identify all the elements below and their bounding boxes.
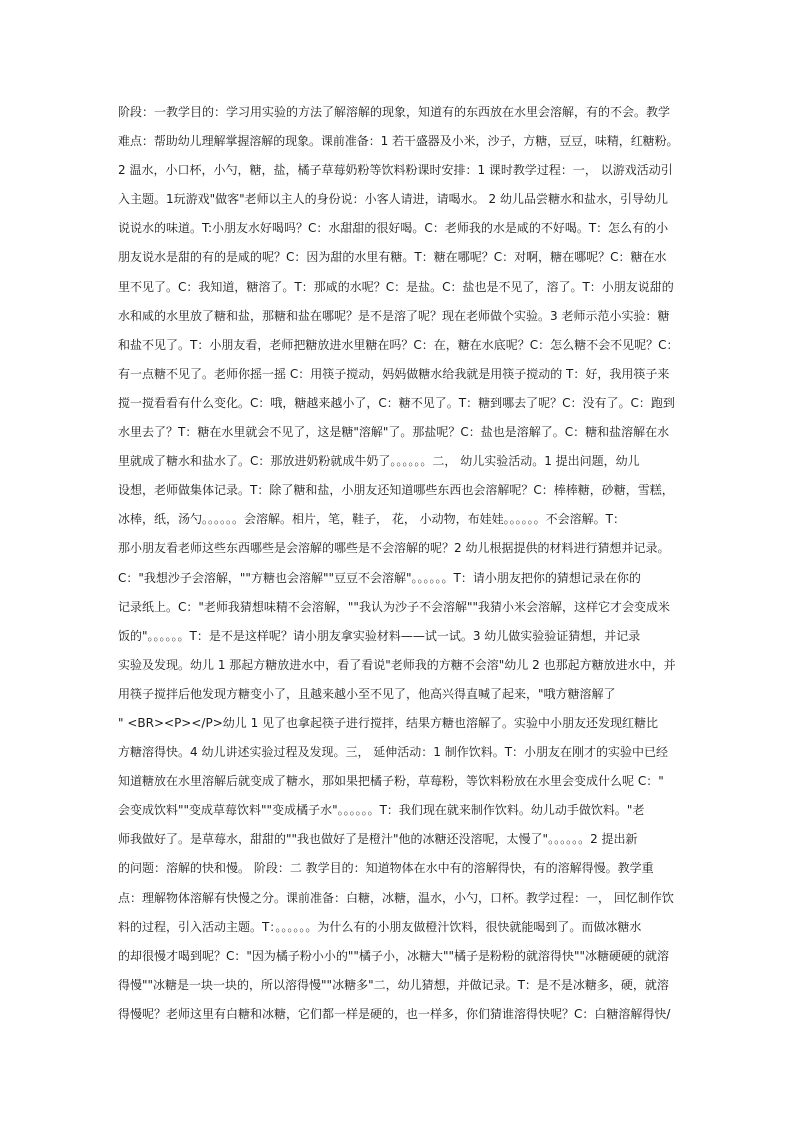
text-line: 冰棒，纸，汤勺。。。。。。会溶解。相片，笔，鞋子， 花， 小动物，布娃娃。。。。。。不会溶解。T： [118, 512, 625, 527]
text-line: 方糖溶得快。4 幼儿讲述实验过程及发现。三， 延伸活动：1 制作饮料。T：小朋友在刚才的实验中已经 [118, 745, 669, 760]
text-line: 实验及发现。幼儿 1 那起方糖放进水中，看了看说"老师我的方糖不会溶"幼儿 2 也那起方糖放进水中，并 [118, 657, 676, 672]
text-line: 难点：帮助幼儿理解掌握溶解的现象。课前准备：1 若干盛器及小米，沙子，方糖，豆豆，味精，红糖粉。 [118, 134, 678, 149]
text-line: 2 温水，小口杯，小勺，糖，盐，橘子草莓奶粉等饮料粉课时安排：1 课时教学过程：一， 以游戏活动引 [118, 163, 673, 178]
text-line: 知道糖放在水里溶解后就变成了糖水，那如果把橘子粉，草莓粉，等饮料粉放在水里会变成什么呢 C：" [118, 774, 664, 789]
text-line: 阶段：一教学目的：学习用实验的方法了解溶解的现象，知道有的东西放在水里会溶解，有的不会。教学 [118, 105, 671, 119]
text-line: 会变成饮料""变成草莓饮料""变成橘子水"。。。。。。T：我们现在就来制作饮料。幼儿动手做饮料。"老 [118, 803, 645, 818]
text-line: 师我做好了。是草莓水，甜甜的""我也做好了是橙汁"他的冰糖还没溶呢，太慢了"。。。。。。2 提出新 [118, 832, 638, 847]
text-line: 朋友说水是甜的有的是咸的呢？C：因为甜的水里有糖。T：糖在哪呢？C：对啊，糖在哪呢？C：糖在水 [118, 250, 667, 265]
text-line: 说说水的味道。T:小朋友水好喝吗？C：水甜甜的很好喝。C：老师我的水是咸的不好喝。T：怎么有的小 [118, 221, 669, 236]
text-line: 得慢""冰糖是一块一块的，所以溶得慢""冰糖多"二，幼儿猜想，并做记录。T：是不是冰糖多，硬，就溶 [118, 977, 669, 992]
text-line: 用筷子搅拌后他发现方糖变小了，且越来越小至不见了，他高兴得直喊了起来，"哦方糖溶解了 [118, 686, 616, 701]
lesson-plan-text [118, 98, 678, 1029]
text-line: 得慢呢？老师这里有白糖和冰糖，它们都一样是硬的，也一样多，你们猜谁溶得快呢？C：白糖溶解得快/ [118, 1006, 671, 1021]
text-line: 记录纸上。C："老师我猜想味精不会溶解，""我认为沙子不会溶解""我猜小米会溶解，这样它才会变成米 [118, 599, 670, 614]
text-line: 水和咸的水里放了糖和盐，那糖和盐在哪呢？是不是溶了呢？现在老师做个实验。3 老师示范小实验：糖 [118, 308, 670, 323]
text-line: 的问题：溶解的快和慢。 阶段：二 教学目的：知道物体在水中有的溶解得快，有的溶解得慢。教学重 [118, 861, 654, 876]
text-line: 和盐不见了。T：小朋友看，老师把糖放进水里糖在吗？C：在，糖在水底呢？C：怎么糖不会不见呢？C： [118, 337, 678, 352]
text-line: 搅一搅看看有什么变化。C：哦，糖越来越小了，C：糖不见了。T：糖到哪去了呢？C：没有了。C：跑到 [118, 395, 675, 410]
text-line: 料的过程，引入活动主题。T：。。。。。。为什么有的小朋友做橙汁饮料，很快就能喝到了。而做冰糖水 [118, 919, 642, 934]
text-line: " <BR><P></P>幼儿 1 见了也拿起筷子进行搅拌，结果方糖也溶解了。实验中小朋友还发现红糖比 [118, 715, 659, 730]
text-line: 里不见了。C：我知道，糖溶了。T：那咸的水呢？C：是盐。C：盐也是不见了，溶了。T：小朋友说甜的 [118, 279, 674, 294]
text-line: C："我想沙子会溶解，""方糖也会溶解""豆豆不会溶解"。。。。。。T：请小朋友把你的猜想记录在你的 [118, 570, 641, 585]
text-line: 设想，老师做集体记录。T：除了糖和盐，小朋友还知道哪些东西也会溶解呢？C：棒棒糖，砂糖，雪糕， [118, 483, 674, 498]
text-line: 入主题。1玩游戏"做客"老师以主人的身份说：小客人请进，请喝水。 2 幼儿品尝糖水和盐水，引导幼儿 [118, 192, 668, 207]
text-line: 水里去了？T：糖在水里就会不见了，这是糖"溶解"了。那盐呢？C：盐也是溶解了。C：糖和盐溶解在水 [118, 425, 670, 440]
text-line: 里就成了糖水和盐水了。C：那放进奶粉就成牛奶了。。。。。。二， 幼儿实验活动。1 提出问题，幼儿 [118, 454, 640, 469]
text-line: 的却很慢才喝到呢？C："因为橘子粉小小的""橘子小，冰糖大""橘子是粉粉的就溶得快""冰糖硬硬的就溶 [118, 948, 670, 963]
text-line: 有一点糖不见了。老师你摇一摇 C：用筷子搅动，妈妈做糖水给我就是用筷子搅动的 T：好，我用筷子来 [118, 366, 670, 381]
text-line: 点：理解物体溶解有快慢之分。课前准备：白糖，冰糖，温水，小勺，口杯。教学过程：一， 回忆制作饮 [118, 890, 674, 905]
text-line: 饭的"。。。。。。T：是不是这样呢？请小朋友拿实验材料——试一试。3 幼儿做实验验证猜想，并记录 [118, 628, 641, 643]
text-line: 那小朋友看老师这些东西哪些是会溶解的哪些是不会溶解的呢？2 幼儿根据提供的材料进行猜想并记录。 [118, 541, 670, 556]
